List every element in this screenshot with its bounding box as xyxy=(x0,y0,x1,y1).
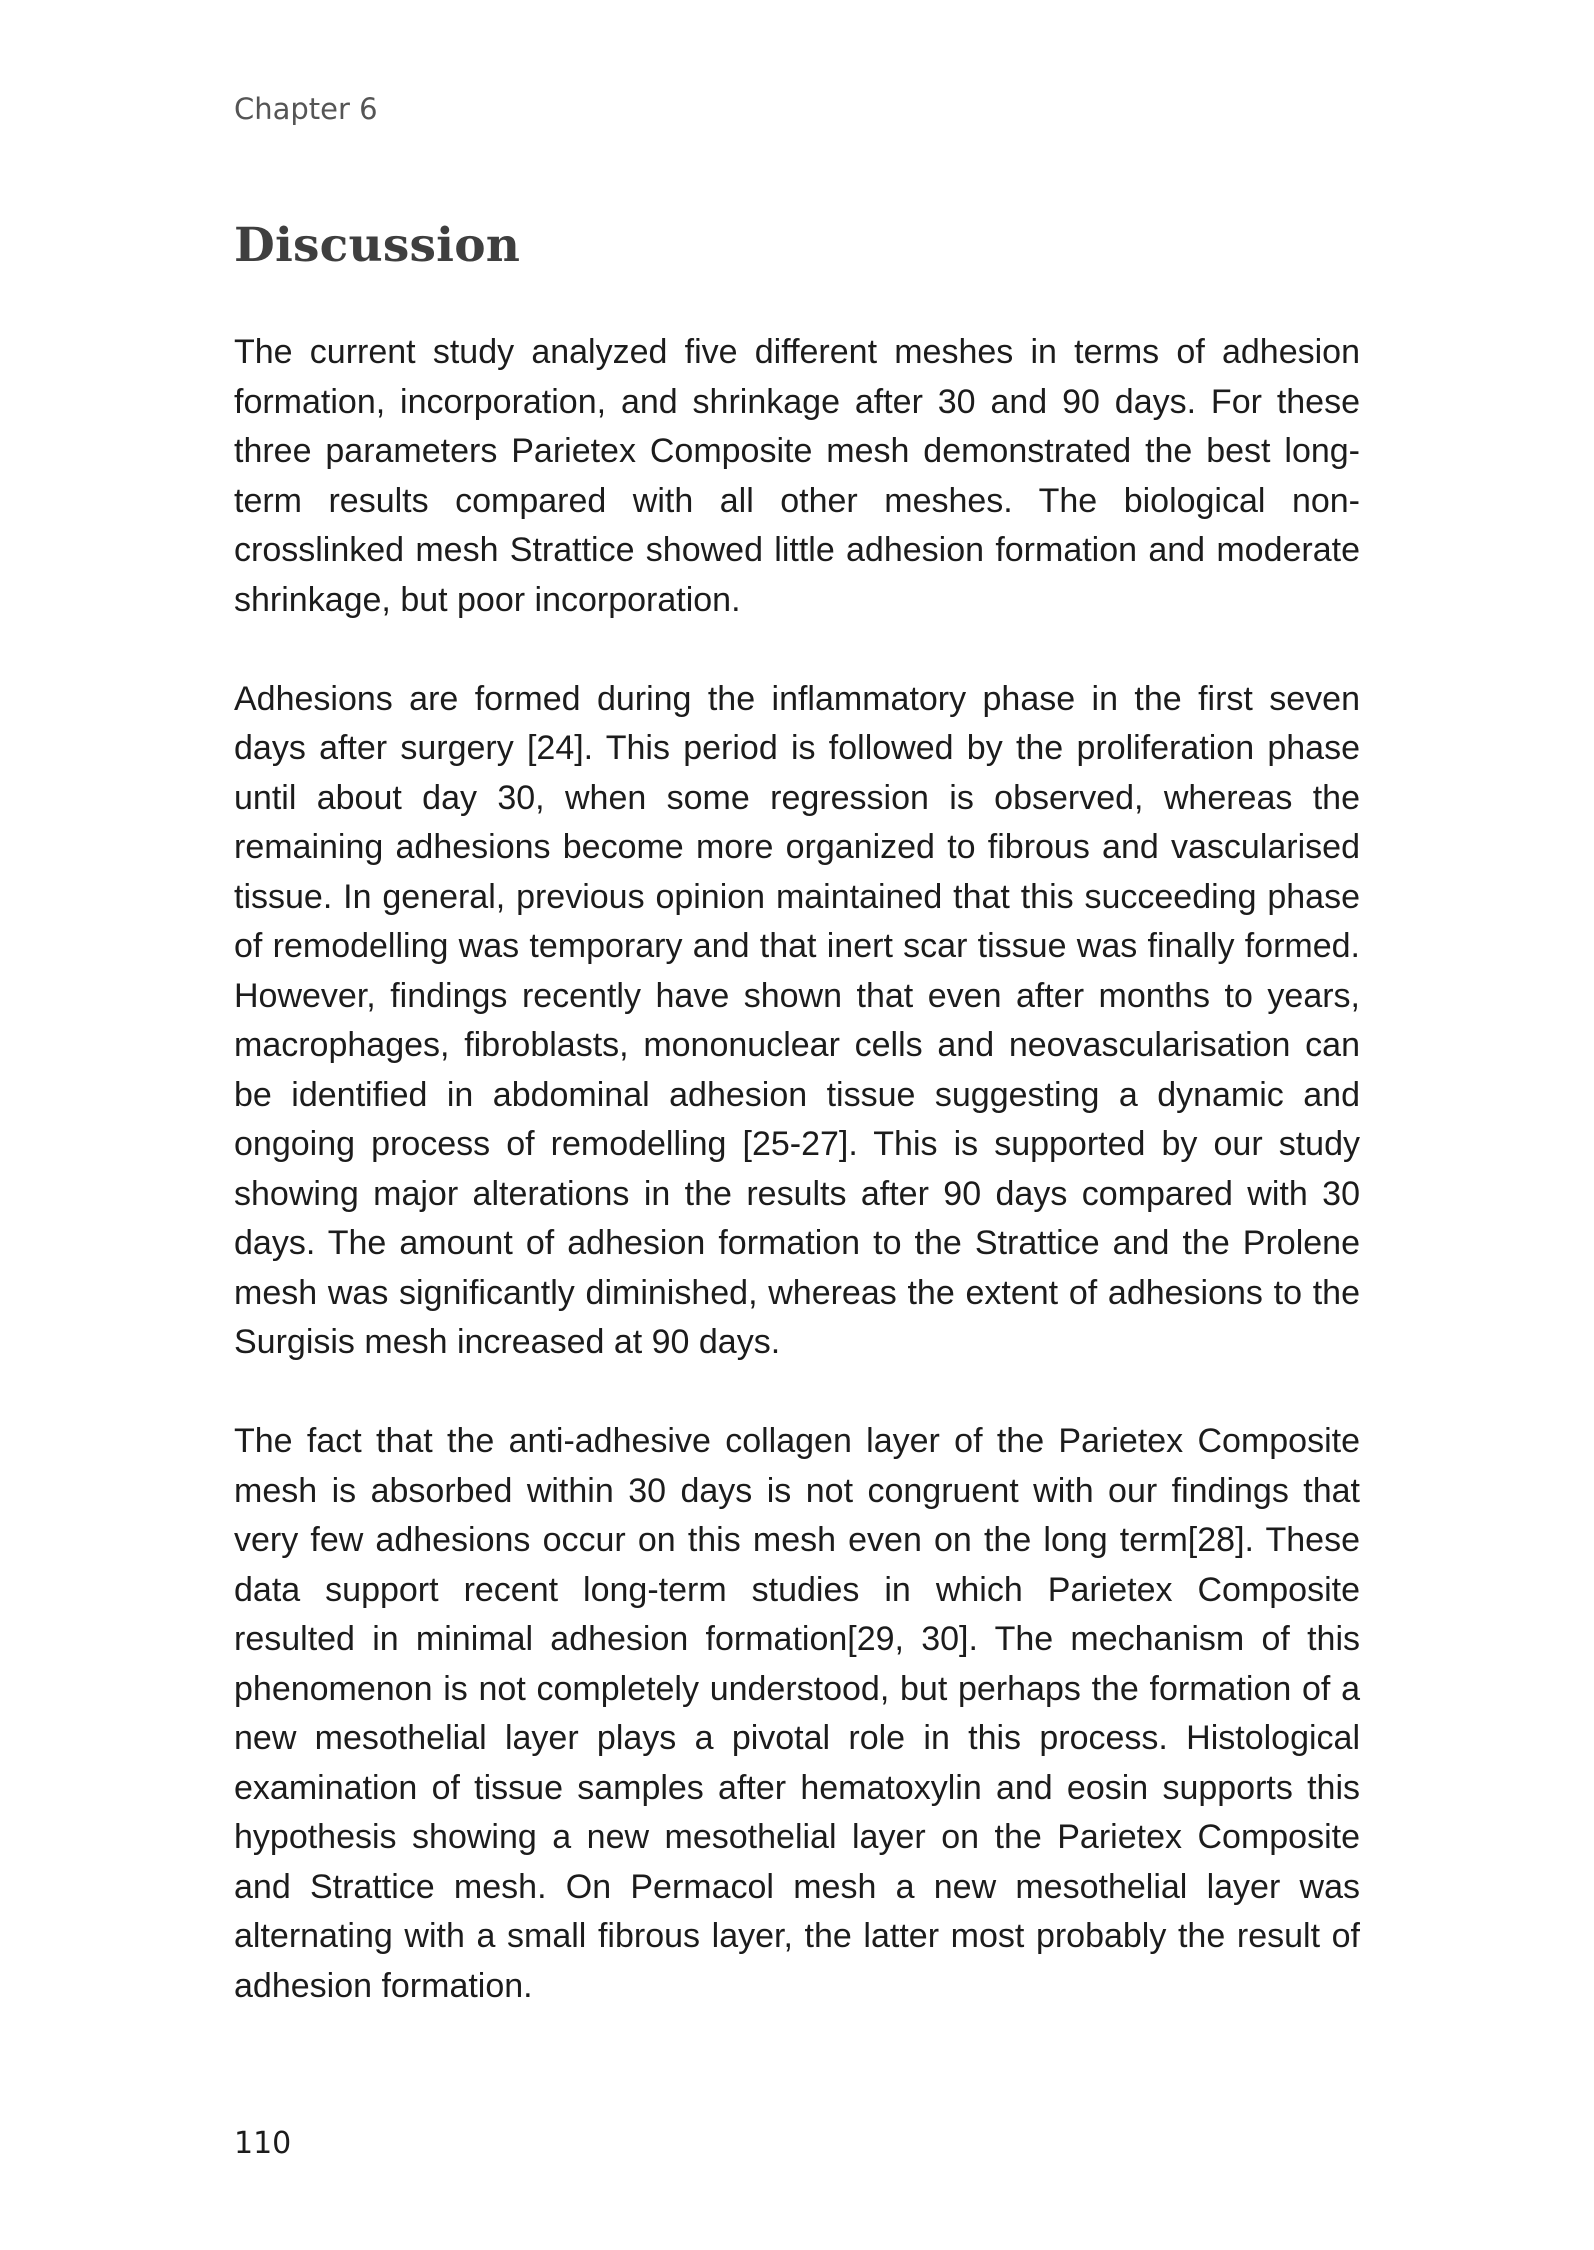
section-heading: Discussion xyxy=(234,218,521,273)
body-text xyxy=(234,328,1360,2061)
paragraph-1: The current study analyzed five different meshes in terms of adhesion formation, incorporation, and shrinkage after 30 and 90 days. For these three parameters Parietex Composite mesh demonstrated the best long-term results compared with all other meshes. The biological non-crosslinked mesh Strattice showed little adhesion formation and moderate shrinkage, but poor incorporation. xyxy=(234,333,1360,619)
running-header-chapter: Chapter 6 xyxy=(234,92,378,126)
paragraph-3: The fact that the anti-adhesive collagen layer of the Parietex Composite mesh is absorbed within 30 days is not congruent with our findings that very few adhesions occur on this mesh even on the long term[28]. These data support recent long-term studies in which Parietex Composite resulted in minimal adhesion formation[29, 30]. The mechanism of this phenomenon is not completely understood, but perhaps the formation of a new mesothelial layer plays a pivotal role in this process. Histological examination of tissue samples after hematoxylin and eosin supports this hypothesis showing a new mesothelial layer on the Parietex Composite and Strattice mesh. On Permacol mesh a new mesothelial layer was alternating with a small fibrous layer, the latter most probably the result of adhesion formation. xyxy=(234,1422,1360,2005)
page-number: 110 xyxy=(234,2126,292,2161)
paragraph-2: Adhesions are formed during the inflammatory phase in the first seven days after surgery [24]. This period is followed by the proliferation phase until about day 30, when some regression is observed, whereas the remaining adhesions become more organized to fibrous and vascularised tissue. In general, previous opinion maintained that this succeeding phase of remodelling was temporary and that inert scar tissue was finally formed. However, findings recently have shown that even after months to years, macrophages, fibroblasts, mononuclear cells and neovascularisation can be identified in abdominal adhesion tissue suggesting a dynamic and ongoing process of remodelling [25-27]. This is supported by our study showing major alterations in the results after 90 days compared with 30 days. The amount of adhesion formation to the Strattice and the Prolene mesh was significantly diminished, whereas the extent of adhesions to the Surgisis mesh increased at 90 days. xyxy=(234,679,1360,1361)
